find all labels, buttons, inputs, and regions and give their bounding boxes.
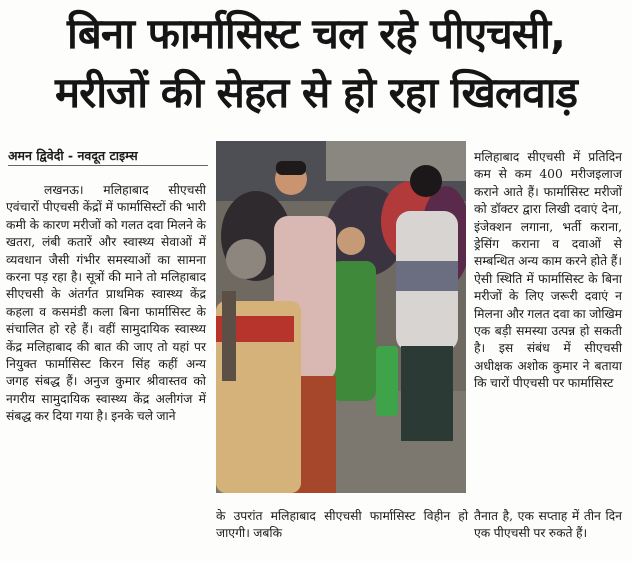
byline-divider xyxy=(8,165,208,166)
article-paragraph-mid-bottom: के उपरांत मलिहाबाद सीएचसी फार्मासिस्ट विहीन हो जाएगी। जबकि xyxy=(216,509,468,541)
article-paragraph-right: मलिहाबाद सीएचसी में प्रतिदिन कम से कम 400 मरीजइलाज कराने आते हैं। फार्मासिस्ट मरीजों को डॉक्टर द्वारा लिखी दवाएं देना, इंजेक्शन लगाना, भर्ती कराना, ड्रेसिंग कराना व दवाओं से सम्बन्धित अन्य काम करने होते हैं। ऐसी स्थिति में फार्मासिस्ट के बिना मरीजों के लिए जरूरी दवाएं न मिलना और गलत दवा का जोखिम एक बड़ी समस्या उत्पन्न हो सकती है। इस संबंध में सीएचसी अधीक्षक अशोक कुमार ने बताया कि चारों पीएचसी पर फार्मासिस्ट xyxy=(474,150,622,391)
article-column-right xyxy=(474,149,622,393)
article-column-left xyxy=(6,182,206,426)
article-column-mid-bottom xyxy=(216,508,468,543)
article-paragraph-left: लखनऊ। मलिहाबाद सीएचसी एवंचारों पीएचसी केंद्रों में फार्मासिस्टों की भारी कमी के कारण मरीजों को गलत दवा मिलने के खतरा, लंबी कतारें और स्वास्थ्य सेवाओं में व्यवधान जैसी गंभीर समस्याओं का सामना करना पड़ रहा है। सूत्रों की माने तो मलिहाबाद सीएचसी के अंतर्गत प्राथमिक स्वास्थ्य केंद्र कहला व कसमंडी कला बिना फार्मासिस्ट के संचालित हो रहे हैं। वहीं सामुदायिक स्वास्थ्य केंद्र मलिहाबाद की बात की जाए तो यहां पर नियुक्त फार्मासिस्ट किरन सिंह कहीं अन्य जगह संबद्ध हैं। अनुज कुमार श्रीवास्तव को नगरीय सामुदायिक स्वास्थ्य केंद्र अलीगंज में संबद्ध कर दिया गया है। इनके चले जाने xyxy=(6,183,206,424)
photo-illustration xyxy=(216,141,466,493)
headline-line-2: मरीजों की सेहत से हो रहा खिलवाड़ xyxy=(54,68,578,117)
article-column-right-bottom xyxy=(474,508,622,543)
byline: अमन द्विवेदी - नवदूत टाइम्स xyxy=(8,148,138,163)
news-photo xyxy=(216,141,466,493)
headline-line-1: बिना फार्मासिस्ट चल रहे पीएचसी, xyxy=(66,9,566,58)
article-paragraph-right-bottom: तैनात है, एक सप्ताह में तीन दिन एक पीएचसी पर रुकते हैं। xyxy=(474,509,622,541)
